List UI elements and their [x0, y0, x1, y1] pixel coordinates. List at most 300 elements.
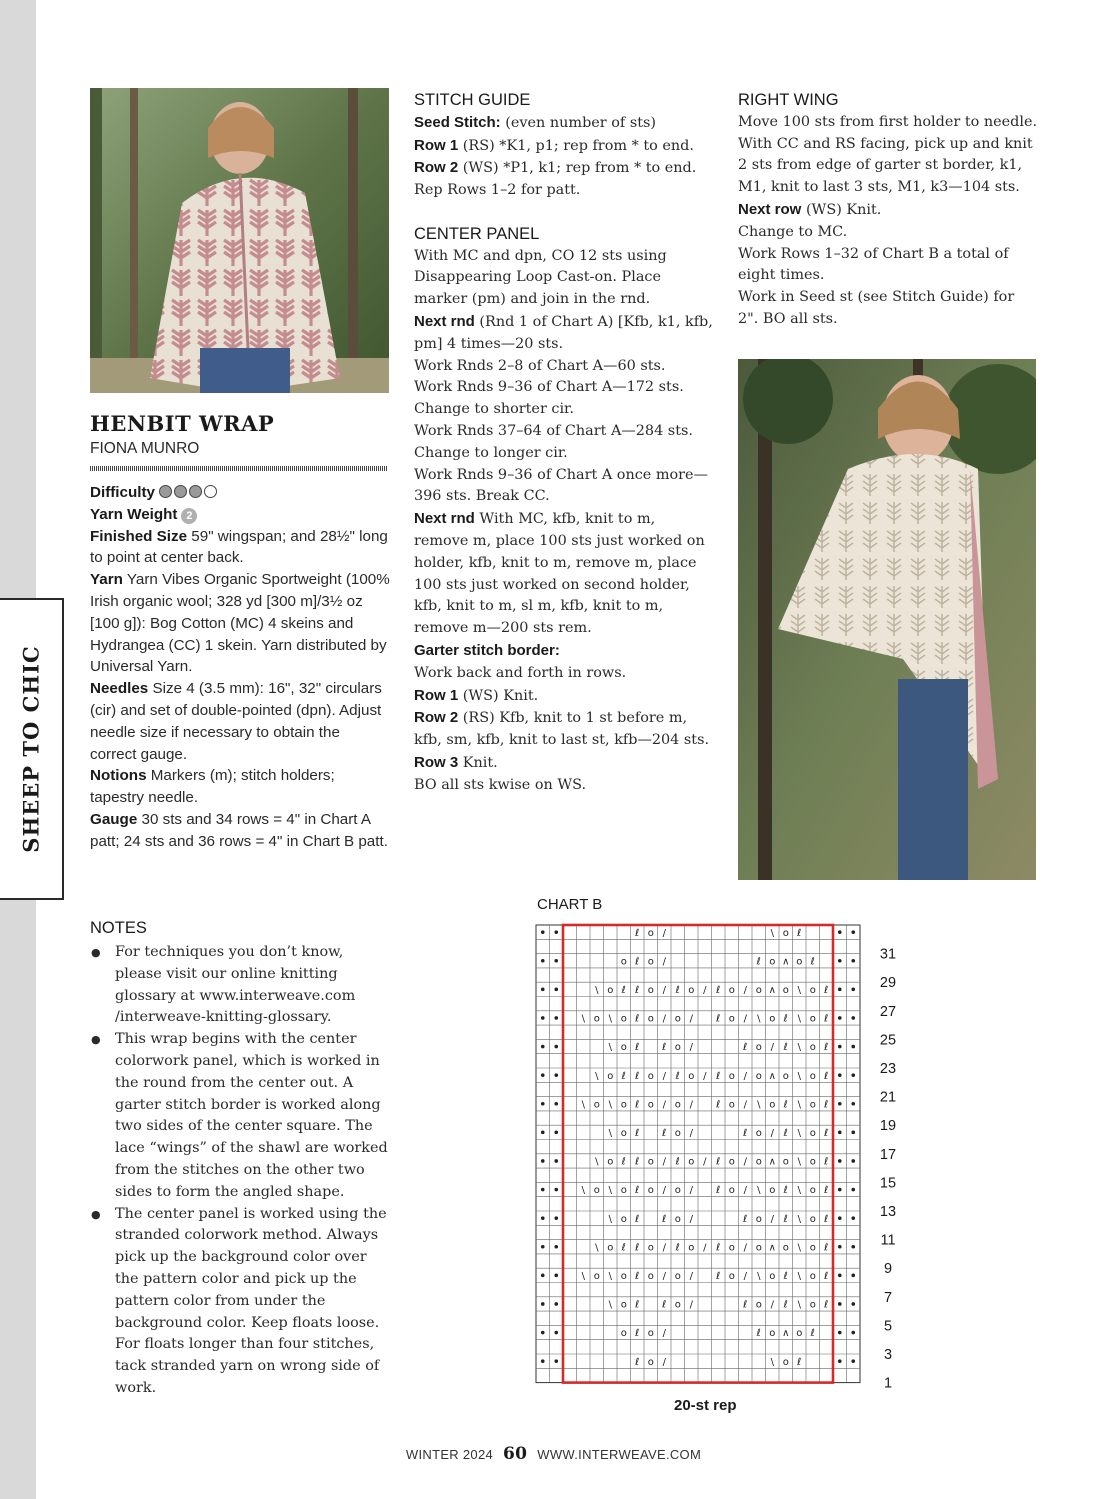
stitch-symbol: \ — [581, 1270, 585, 1282]
purl-dot — [851, 1102, 855, 1106]
stitch-symbol: o — [647, 1328, 654, 1340]
row-text: (WS) Knit. — [805, 201, 882, 218]
yarn-weight-label: Yarn Weight — [90, 505, 178, 523]
notes-heading: NOTES — [90, 919, 147, 937]
stitch-symbol: ℓ — [824, 1013, 829, 1025]
stitch-symbol: o — [809, 1242, 816, 1254]
purl-dot — [541, 1274, 545, 1278]
stitch-symbol: o — [728, 1070, 735, 1082]
purl-dot — [851, 1131, 855, 1135]
stitch-symbol: \ — [797, 1099, 801, 1111]
purl-dot — [554, 1188, 558, 1192]
stitch-symbol: ℓ — [810, 956, 815, 968]
stitch-symbol: \ — [797, 1042, 801, 1054]
stitch-symbol: \ — [757, 1099, 761, 1111]
stitch-symbol: \ — [608, 1213, 612, 1225]
purl-dot — [554, 1216, 558, 1220]
stitch-symbol: o — [782, 1070, 789, 1082]
center-intro: With MC and dpn, CO 12 sts using Disappearing Loop Cast-on. Place marker (pm) and join in the rnd. — [414, 247, 667, 308]
stitch-symbol: / — [662, 927, 666, 939]
purl-dot — [851, 1331, 855, 1335]
stitch-symbol: / — [703, 984, 707, 996]
purl-dot — [541, 1159, 545, 1163]
right-wing-line: Work in Seed st (see Stitch Guide) for 2". BO all sts. — [738, 289, 1015, 327]
stitch-symbol: \ — [608, 1099, 612, 1111]
stitch-symbol: ℓ — [797, 1356, 802, 1368]
purl-dot — [554, 1302, 558, 1306]
designer-name: FIONA MUNRO — [90, 440, 200, 457]
stitch-symbol: ℓ — [743, 1213, 748, 1225]
stitch-symbol: ℓ — [783, 1127, 788, 1139]
stitch-symbol: / — [770, 1042, 774, 1054]
difficulty-label: Difficulty — [90, 484, 155, 501]
purl-dot — [554, 959, 558, 963]
center-line: Change to shorter cir. — [414, 401, 574, 418]
stitch-symbol: o — [674, 1127, 681, 1139]
row-number: 17 — [879, 1146, 897, 1163]
seed-row-2 — [414, 157, 714, 180]
purl-dot — [554, 1131, 558, 1135]
difficulty-circle-icon — [189, 485, 202, 498]
stitch-symbol: o — [674, 1185, 681, 1197]
stitch-symbol: ℓ — [716, 1099, 721, 1111]
stitch-symbol: / — [689, 1013, 693, 1025]
purl-dot — [838, 988, 842, 992]
stitch-symbol: ℓ — [783, 1099, 788, 1111]
stitch-symbol: ℓ — [635, 1242, 640, 1254]
stitch-symbol: o — [782, 984, 789, 996]
stitch-symbol: o — [688, 1070, 695, 1082]
stitch-symbol: ℓ — [716, 984, 721, 996]
stitch-symbol: / — [703, 1242, 707, 1254]
stitch-symbol: / — [743, 984, 747, 996]
stitch-symbol: o — [728, 1185, 735, 1197]
stitch-symbol: / — [662, 1356, 666, 1368]
stitch-symbol: \ — [757, 1185, 761, 1197]
stitch-guide-heading: STITCH GUIDE — [414, 91, 531, 109]
stitch-symbol: o — [755, 1127, 762, 1139]
note-item: ● This wrap begins with the center colorwork panel, which is worked in the round from the center out. A garter stitch border is worked along two sides of the center square. The lace “wings” of the shawl are worked from the stitches on the other two sides to form the angled shape. — [90, 1029, 390, 1203]
row-number: 11 — [880, 1232, 896, 1249]
stitch-symbol: ℓ — [635, 1328, 640, 1340]
stitch-symbol: ℓ — [824, 1099, 829, 1111]
purl-dot — [541, 1073, 545, 1077]
row-label: Row 2 — [414, 159, 459, 177]
row-number: 27 — [879, 1003, 897, 1020]
purl-dot — [541, 1102, 545, 1106]
stitch-symbol: o — [647, 1099, 654, 1111]
row-label: Row 3 — [414, 753, 459, 771]
difficulty-circle-icon — [174, 485, 187, 498]
stitch-symbol: o — [647, 1356, 654, 1368]
stitch-symbol: ℓ — [675, 984, 680, 996]
row-text: (Rnd 1 of Chart A) [Kfb, k1, kfb, pm] 4 times—20 sts. — [414, 313, 713, 352]
stitch-symbol: ℓ — [783, 1042, 788, 1054]
stitch-symbol: o — [620, 1013, 627, 1025]
issue-label: WINTER 2024 — [405, 1447, 494, 1462]
stitch-symbol: o — [674, 1270, 681, 1282]
row-text: (WS) *P1, k1; rep from * to end. — [462, 160, 697, 177]
right-wing-next-row — [738, 199, 1038, 222]
difficulty-circle-icon — [159, 485, 172, 498]
stitch-symbol: ℓ — [756, 1328, 761, 1340]
row-text: Knit. — [462, 754, 498, 771]
right-wing-line: Work Rows 1–32 of Chart B a total of eight times. — [738, 245, 1009, 284]
row-number: 21 — [879, 1089, 897, 1106]
purl-dot — [851, 1216, 855, 1220]
stitch-symbol: ℓ — [824, 1299, 829, 1311]
repeat-label: 20-st rep — [674, 1397, 737, 1414]
stitch-symbol: \ — [797, 1070, 801, 1082]
seed-row-1 — [414, 135, 714, 158]
stitch-symbol: o — [647, 1070, 654, 1082]
stitch-symbol: \ — [608, 1042, 612, 1054]
purl-dot — [554, 1102, 558, 1106]
row-text: (WS) Knit. — [462, 687, 539, 704]
stitch-symbol: / — [662, 1270, 666, 1282]
stitch-symbol: o — [782, 1156, 789, 1168]
stitch-symbol: o — [809, 1213, 816, 1225]
purl-dot — [838, 1216, 842, 1220]
center-next-rnd — [414, 311, 714, 356]
stitch-symbol: / — [689, 1185, 693, 1197]
purl-dot — [541, 959, 545, 963]
stitch-symbol: ℓ — [824, 1070, 829, 1082]
row-text: (RS) Kfb, knit to 1 st before m, kfb, sm, kfb, knit to last st, kfb—204 sts. — [414, 710, 710, 749]
stitch-symbol: o — [674, 1299, 681, 1311]
difficulty-rating — [159, 484, 219, 501]
stitch-symbol: o — [620, 1042, 627, 1054]
stitch-symbol: o — [620, 1270, 627, 1282]
finished-size-row — [90, 526, 390, 570]
stitch-symbol: ℓ — [635, 1156, 640, 1168]
yarn-weight-icon: 2 — [181, 508, 197, 524]
purl-dot — [838, 1016, 842, 1020]
center-line: Work Rnds 9–36 of Chart A—172 sts. — [414, 379, 684, 396]
stitch-symbol: / — [689, 1127, 693, 1139]
stitch-symbol: ℓ — [635, 1299, 640, 1311]
stitch-symbol: ℓ — [635, 1185, 640, 1197]
center-next-rnd-2 — [414, 508, 714, 640]
stitch-symbol: \ — [595, 984, 599, 996]
stitch-symbol: o — [782, 1242, 789, 1254]
stitch-symbol: o — [620, 1299, 627, 1311]
row-number: 1 — [883, 1375, 893, 1392]
stitch-symbol: o — [620, 1328, 627, 1340]
stitch-symbol: \ — [797, 984, 801, 996]
stitch-symbol: / — [743, 1013, 747, 1025]
stitch-symbol: / — [662, 984, 666, 996]
purl-dot — [838, 1102, 842, 1106]
stitch-symbol: / — [770, 1213, 774, 1225]
stitch-symbol: o — [809, 1156, 816, 1168]
stitch-symbol: o — [674, 1099, 681, 1111]
stitch-symbol: \ — [770, 927, 774, 939]
stitch-symbol: o — [620, 1127, 627, 1139]
stitch-symbol: \ — [595, 1156, 599, 1168]
stitch-symbol: / — [689, 1299, 693, 1311]
stitch-symbol: \ — [797, 1270, 801, 1282]
page-footer — [0, 1444, 1107, 1464]
stitch-symbol: / — [703, 1070, 707, 1082]
stitch-symbol: o — [809, 1185, 816, 1197]
stitch-symbol: o — [728, 1013, 735, 1025]
stitch-symbol: o — [674, 1042, 681, 1054]
notions-value: Markers (m); stitch holders; tapestry needle. — [90, 767, 335, 807]
stitch-symbol: ℓ — [783, 1213, 788, 1225]
stitch-symbol: / — [662, 1013, 666, 1025]
right-wing-intro: Move 100 sts from first holder to needle. With CC and RS facing, pick up and knit 2 sts from edge of garter st border, k1, M1, knit to last 3 sts, M1, k3—104 sts. — [738, 113, 1038, 196]
stitch-symbol: o — [769, 1270, 776, 1282]
stitch-symbol: \ — [770, 1356, 774, 1368]
stitch-symbol: ℓ — [824, 1213, 829, 1225]
purl-dot — [541, 1331, 545, 1335]
stitch-symbol: ℓ — [635, 984, 640, 996]
purl-dot — [541, 1216, 545, 1220]
needles-row — [90, 678, 390, 765]
stitch-symbol: / — [662, 1156, 666, 1168]
purl-dot — [851, 1274, 855, 1278]
stitch-symbol: / — [689, 1099, 693, 1111]
row-label: Row 2 — [414, 709, 459, 727]
stitch-symbol: / — [743, 1099, 747, 1111]
stitch-symbol: / — [770, 1127, 774, 1139]
stitch-symbol: o — [755, 1299, 762, 1311]
stitch-symbol: ℓ — [824, 1270, 829, 1282]
stitch-symbol: o — [809, 1127, 816, 1139]
stitch-symbol: \ — [797, 1013, 801, 1025]
stitch-symbol: ℓ — [635, 1042, 640, 1054]
needles-label: Needles — [90, 680, 149, 698]
center-line: Work Rnds 37–64 of Chart A—284 sts. — [414, 422, 693, 439]
stitch-symbol: ℓ — [824, 1156, 829, 1168]
purl-dot — [851, 930, 855, 934]
stitch-symbol: \ — [608, 1185, 612, 1197]
stitch-symbol: o — [755, 1070, 762, 1082]
purl-dot — [554, 1359, 558, 1363]
stitch-symbol: o — [674, 1213, 681, 1225]
stitch-symbol: \ — [797, 1299, 801, 1311]
stitch-symbol: \ — [608, 1270, 612, 1282]
stitch-symbol: ℓ — [716, 1185, 721, 1197]
purl-dot — [838, 1302, 842, 1306]
stitch-symbol: / — [662, 1328, 666, 1340]
center-line: Work Rnds 2–8 of Chart A—60 sts. — [414, 357, 666, 374]
stitch-symbol: ∧ — [768, 984, 776, 996]
stitch-symbol: ℓ — [824, 1042, 829, 1054]
row-number: 5 — [883, 1318, 893, 1335]
stitch-symbol: o — [755, 1213, 762, 1225]
notes-list — [90, 942, 390, 1400]
section-tab — [0, 598, 64, 900]
stitch-symbol: o — [647, 927, 654, 939]
purl-dot — [541, 1359, 545, 1363]
purl-dot — [838, 930, 842, 934]
stitch-symbol: o — [782, 1356, 789, 1368]
stitch-symbol: ℓ — [635, 1070, 640, 1082]
stitch-symbol: o — [728, 1156, 735, 1168]
garter-row-1 — [414, 685, 714, 708]
stitch-symbol: ℓ — [716, 1270, 721, 1282]
stitch-symbol: ℓ — [621, 984, 626, 996]
purl-dot — [851, 1359, 855, 1363]
difficulty-circle-icon — [204, 485, 217, 498]
notions-label: Notions — [90, 767, 147, 785]
purl-dot — [851, 1188, 855, 1192]
purl-dot — [838, 1073, 842, 1077]
garter-heading: Garter stitch border: — [414, 641, 560, 659]
stitch-symbol: / — [662, 1099, 666, 1111]
stitch-symbol: ℓ — [662, 1299, 667, 1311]
stitch-symbol: ℓ — [662, 1042, 667, 1054]
stitch-symbol: o — [755, 1042, 762, 1054]
stitch-symbol: \ — [581, 1099, 585, 1111]
purl-dot — [838, 959, 842, 963]
purl-dot — [554, 1274, 558, 1278]
garter-row-2 — [414, 707, 714, 752]
right-column — [738, 90, 1038, 331]
garter-text: Work back and forth in rows. — [414, 664, 627, 681]
stitch-symbol: ℓ — [635, 1213, 640, 1225]
stitch-symbol: / — [703, 1156, 707, 1168]
center-line: Change to longer cir. — [414, 444, 568, 461]
stitch-symbol: o — [647, 1270, 654, 1282]
gauge-label: Gauge — [90, 810, 138, 828]
stitch-symbol: o — [769, 1328, 776, 1340]
purl-dot — [554, 1245, 558, 1249]
stitch-symbol: ℓ — [783, 1013, 788, 1025]
stitch-symbol: o — [782, 927, 789, 939]
stitch-symbol: \ — [757, 1013, 761, 1025]
row-label: Row 1 — [414, 136, 459, 154]
yarn-value: Yarn Vibes Organic Sportweight (100% Irish organic wool; 328 yd [300 m]/3½ oz [100 g]): Bog Cotton (MC) 4 skeins and Hydrangea (CC) 1 skein. Yarn distributed by Universal Yarn. — [90, 571, 390, 676]
stitch-symbol: o — [620, 1099, 627, 1111]
row-text: With MC, kfb, knit to m, remove m, place 100 sts just worked on holder, kfb, knit to m, remove m, place 100 sts just worked on second holder, kfb, knit to m, sl m, kfb, knit to m, remove m—200 sts rem. — [414, 511, 705, 637]
purl-dot — [851, 1302, 855, 1306]
row-number: 29 — [879, 975, 897, 992]
stitch-symbol: o — [755, 984, 762, 996]
bind-off-text: BO all sts kwise on WS. — [414, 776, 587, 793]
purl-dot — [554, 1331, 558, 1335]
yarn-weight-row — [90, 504, 390, 526]
purl-dot — [554, 930, 558, 934]
stitch-symbol: ℓ — [824, 1185, 829, 1197]
stitch-symbol: o — [647, 984, 654, 996]
purl-dot — [541, 1045, 545, 1049]
yarn-label: Yarn — [90, 571, 123, 589]
stitch-symbol: / — [770, 1299, 774, 1311]
purl-dot — [851, 1159, 855, 1163]
stitch-symbol: ℓ — [635, 1099, 640, 1111]
stitch-symbol: \ — [797, 1242, 801, 1254]
stitch-symbol: ℓ — [783, 1299, 788, 1311]
stitch-symbol: o — [769, 1185, 776, 1197]
purl-dot — [554, 1045, 558, 1049]
purl-dot — [851, 988, 855, 992]
purl-dot — [851, 1045, 855, 1049]
purl-dot — [851, 959, 855, 963]
stitch-symbol: ℓ — [824, 1242, 829, 1254]
finished-size-value: 59" wingspan; and 28½" long to point at center back. — [90, 527, 388, 567]
stitch-symbol: ℓ — [635, 927, 640, 939]
purl-dot — [838, 1131, 842, 1135]
stitch-symbol: / — [689, 1042, 693, 1054]
stitch-symbol: ℓ — [635, 1270, 640, 1282]
stitch-symbol: \ — [581, 1185, 585, 1197]
pattern-specs — [90, 482, 390, 853]
stitch-symbol: ℓ — [635, 1013, 640, 1025]
yarn-row — [90, 569, 390, 678]
purl-dot — [554, 1073, 558, 1077]
stitch-symbol: o — [647, 1242, 654, 1254]
stitch-symbol: o — [769, 956, 776, 968]
purl-dot — [838, 1159, 842, 1163]
stitch-symbol: ℓ — [675, 1070, 680, 1082]
purl-dot — [541, 1245, 545, 1249]
stitch-symbol: o — [647, 956, 654, 968]
seed-rep: Rep Rows 1–2 for patt. — [414, 182, 581, 199]
purl-dot — [838, 1331, 842, 1335]
seed-stitch-note: (even number of sts) — [505, 114, 656, 131]
gauge-value: 30 sts and 34 rows = 4" in Chart A patt; 24 sts and 36 rows = 4" in Chart B patt. — [90, 810, 388, 850]
middle-column — [414, 90, 714, 797]
purl-dot — [851, 1245, 855, 1249]
stitch-symbol: ℓ — [716, 1156, 721, 1168]
stitch-symbol: ℓ — [621, 1070, 626, 1082]
stitch-symbol: ℓ — [716, 1013, 721, 1025]
stitch-symbol: / — [662, 956, 666, 968]
garter-label — [414, 640, 714, 663]
stitch-symbol: o — [607, 984, 614, 996]
seed-stitch-row — [414, 112, 714, 135]
stitch-symbol: / — [743, 1270, 747, 1282]
purl-dot — [838, 1245, 842, 1249]
stitch-symbol: ℓ — [797, 927, 802, 939]
row-number: 25 — [879, 1032, 897, 1049]
row-label: Next rnd — [414, 312, 475, 330]
stitch-symbol: o — [728, 1270, 735, 1282]
purl-dot — [851, 1016, 855, 1020]
stitch-symbol: \ — [595, 1070, 599, 1082]
purl-dot — [541, 1302, 545, 1306]
stitch-symbol: ℓ — [635, 1127, 640, 1139]
seed-stitch-label: Seed Stitch: — [414, 113, 501, 131]
stitch-symbol: \ — [797, 1127, 801, 1139]
right-wing-line: Change to MC. — [738, 223, 848, 240]
stitch-symbol: / — [743, 1156, 747, 1168]
purl-dot — [541, 1188, 545, 1192]
stitch-symbol: ℓ — [716, 1070, 721, 1082]
row-number: 23 — [879, 1061, 897, 1077]
stitch-symbol: o — [607, 1156, 614, 1168]
row-text: (RS) *K1, p1; rep from * to end. — [462, 137, 694, 154]
page-number: 60 — [503, 1444, 528, 1464]
row-label: Row 1 — [414, 686, 459, 704]
stitch-symbol: ℓ — [635, 1356, 640, 1368]
row-label: Next rnd — [414, 510, 475, 528]
stitch-symbol: o — [755, 1156, 762, 1168]
right-wing-heading: RIGHT WING — [738, 91, 839, 109]
stitch-symbol: \ — [608, 1127, 612, 1139]
stitch-symbol: / — [743, 1070, 747, 1082]
purl-dot — [541, 930, 545, 934]
stitch-symbol: ℓ — [824, 984, 829, 996]
stitch-symbol: ℓ — [743, 1042, 748, 1054]
note-item: ● For techniques you don’t know, please visit our online knitting glossary at www.interweave.com /interweave-knitting-glossary. — [90, 942, 390, 1029]
stitch-symbol: \ — [608, 1013, 612, 1025]
stitch-symbol: o — [647, 1156, 654, 1168]
stitch-symbol: \ — [797, 1156, 801, 1168]
